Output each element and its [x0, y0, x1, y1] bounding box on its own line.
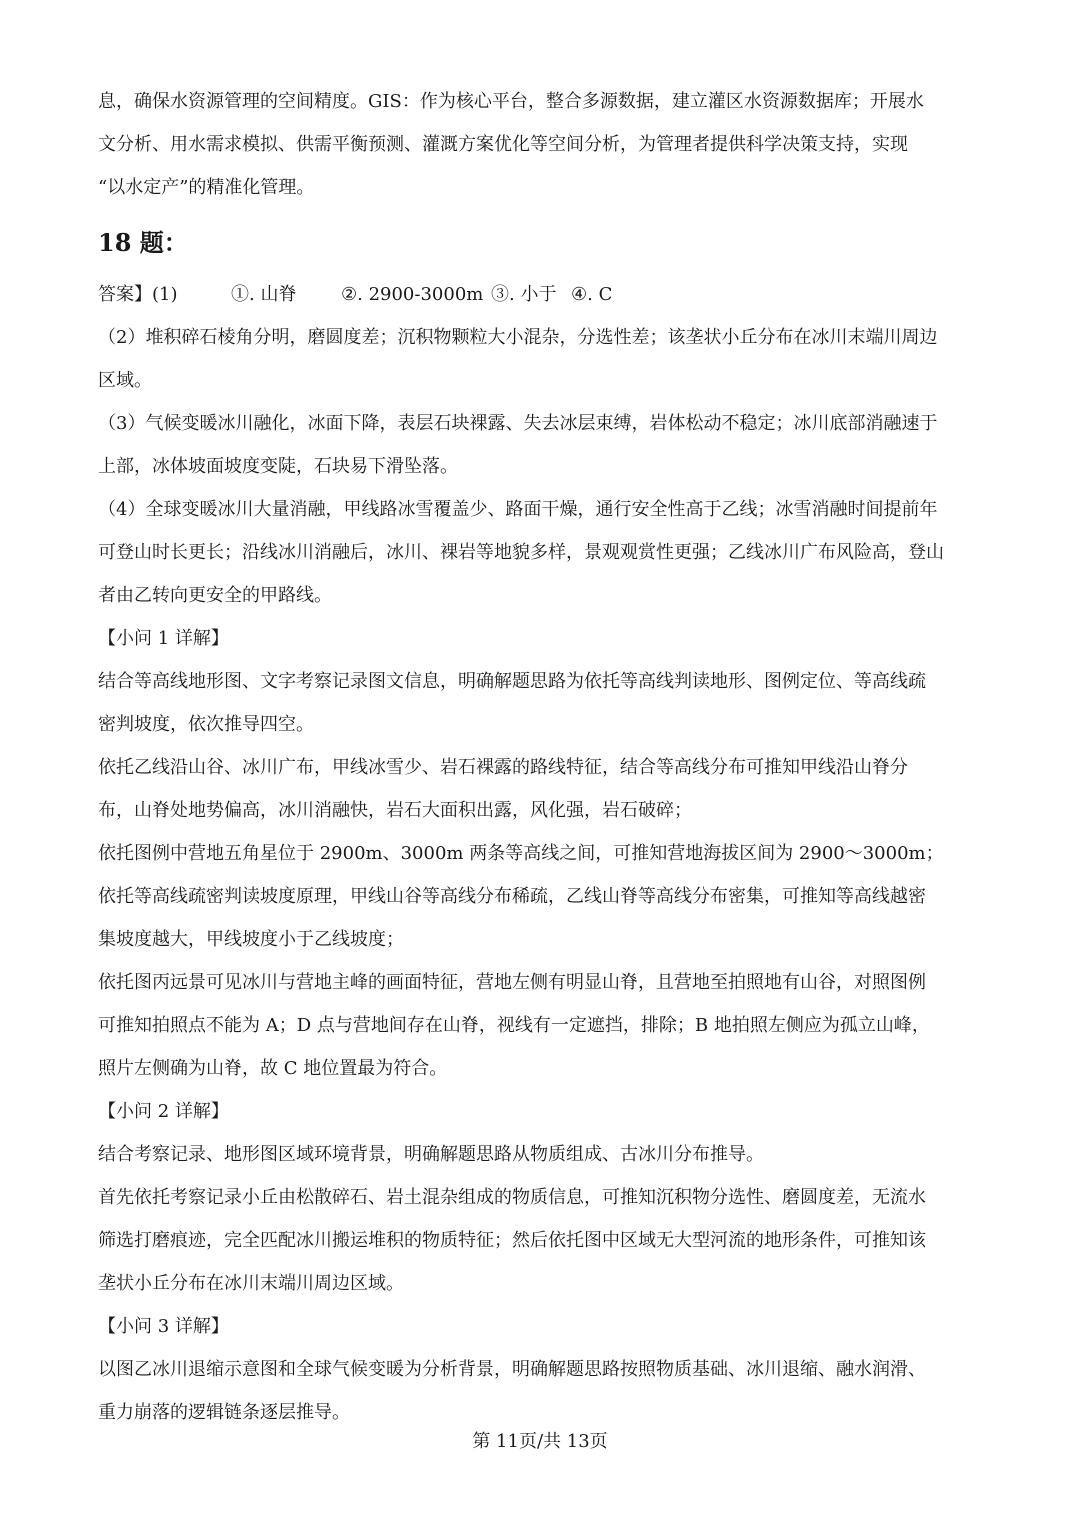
text-line: 上部，冰体坡面坡度变陡，石块易下滑坠落。 [98, 456, 458, 477]
text-line: 结合等高线地形图、文字考察记录图文信息，明确解题思路为依托等高线判读地形、图例定位、等高线疏 [98, 671, 926, 692]
text-line: 以图乙冰川退缩示意图和全球气候变暖为分析背景，明确解题思路按照物质基础、冰川退缩、融水润滑、 [98, 1359, 926, 1380]
text-line: 依托等高线疏密判读坡度原理，甲线山谷等高线分布稀疏，乙线山脊等高线分布密集，可推知等高线越密 [98, 886, 926, 907]
text-line: “以水定产”的精准化管理。 [98, 177, 315, 198]
text-line: （4）全球变暖冰川大量消融，甲线路冰雪覆盖少、路面干燥，通行安全性高于乙线；冰雪消融时间提前年 [98, 499, 938, 520]
text-line: 依托图丙远景可见冰川与营地主峰的画面特征，营地左侧有明显山脊，且营地至拍照地有山谷，对照图例 [98, 972, 926, 993]
text-line: （2）堆积碎石棱角分明，磨圆度差；沉积物颗粒大小混杂，分选性差；该垄状小丘分布在冰川末端川周边 [98, 327, 938, 348]
section-heading: 【小问 2 详解】 [98, 1101, 229, 1122]
text-line: 息，确保水资源管理的空间精度。GIS：作为核心平台，整合多源数据，建立灌区水资源数据库；开展水 [98, 91, 924, 112]
text-line: 密判坡度，依次推导四空。 [98, 714, 314, 735]
text-line: 首先依托考察记录小丘由松散碎石、岩土混杂组成的物质信息，可推知沉积物分选性、磨圆度差，无流水 [98, 1187, 926, 1208]
text-line: 可登山时长更长；沿线冰川消融后，冰川、裸岩等地貌多样，景观观赏性更强；乙线冰川广布风险高，登山 [98, 542, 944, 563]
text-line: 筛选打磨痕迹，完全匹配冰川搬运堆积的物质特征；然后依托图中区域无大型河流的地形条件，可推知该 [98, 1230, 926, 1251]
answer-head: 答案】(1) [98, 284, 178, 305]
text-line: （3）气候变暖冰川融化，冰面下降，表层石块裸露、失去冰层束缚，岩体松动不稳定；冰川底部消融速于 [98, 413, 938, 434]
text-line: 照片左侧确为山脊，故 C 地位置最为符合。 [98, 1058, 448, 1079]
text-line: 重力崩落的逻辑链条逐层推导。 [98, 1402, 350, 1423]
answer-4: ④. C [571, 284, 613, 305]
text-line: 可推知拍照点不能为 A；D 点与营地间存在山脊，视线有一定遮挡，排除；B 地拍照左侧应为孤立山峰， [98, 1015, 930, 1036]
answer-row [98, 273, 986, 316]
page-footer: 第 11页/共 13页 [472, 1431, 608, 1452]
text-line: 垄状小丘分布在冰川末端川周边区域。 [98, 1273, 404, 1294]
text-line: 结合考察记录、地形图区域环境背景，明确解题思路从物质组成、古冰川分布推导。 [98, 1144, 764, 1165]
page-content [98, 80, 986, 1434]
answer-3: ③. 小于 [491, 284, 557, 305]
text-line: 依托图例中营地五角星位于 2900m、3000m 两条等高线之间，可推知营地海拔区间为 2900～3000m； [98, 843, 944, 864]
text-line: 布，山脊处地势偏高，冰川消融快，岩石大面积出露，风化强，岩石破碎； [98, 800, 692, 821]
section-heading: 【小问 1 详解】 [98, 628, 229, 649]
text-line: 者由乙转向更安全的甲路线。 [98, 585, 332, 606]
text-line: 区域。 [98, 370, 152, 391]
text-line: 文分析、用水需求模拟、供需平衡预测、灌溉方案优化等空间分析，为管理者提供科学决策支持，实现 [98, 134, 908, 155]
answer-1: ①. 山脊 [231, 284, 297, 305]
section-heading: 【小问 3 详解】 [98, 1316, 229, 1337]
question-title: 18 题： [98, 228, 188, 257]
text-line: 依托乙线沿山谷、冰川广布，甲线冰雪少、岩石裸露的路线特征，结合等高线分布可推知甲线沿山脊分 [98, 757, 908, 778]
text-line: 集坡度越大，甲线坡度小于乙线坡度； [98, 929, 404, 950]
answer-2: ②. 2900-3000m [341, 284, 484, 305]
